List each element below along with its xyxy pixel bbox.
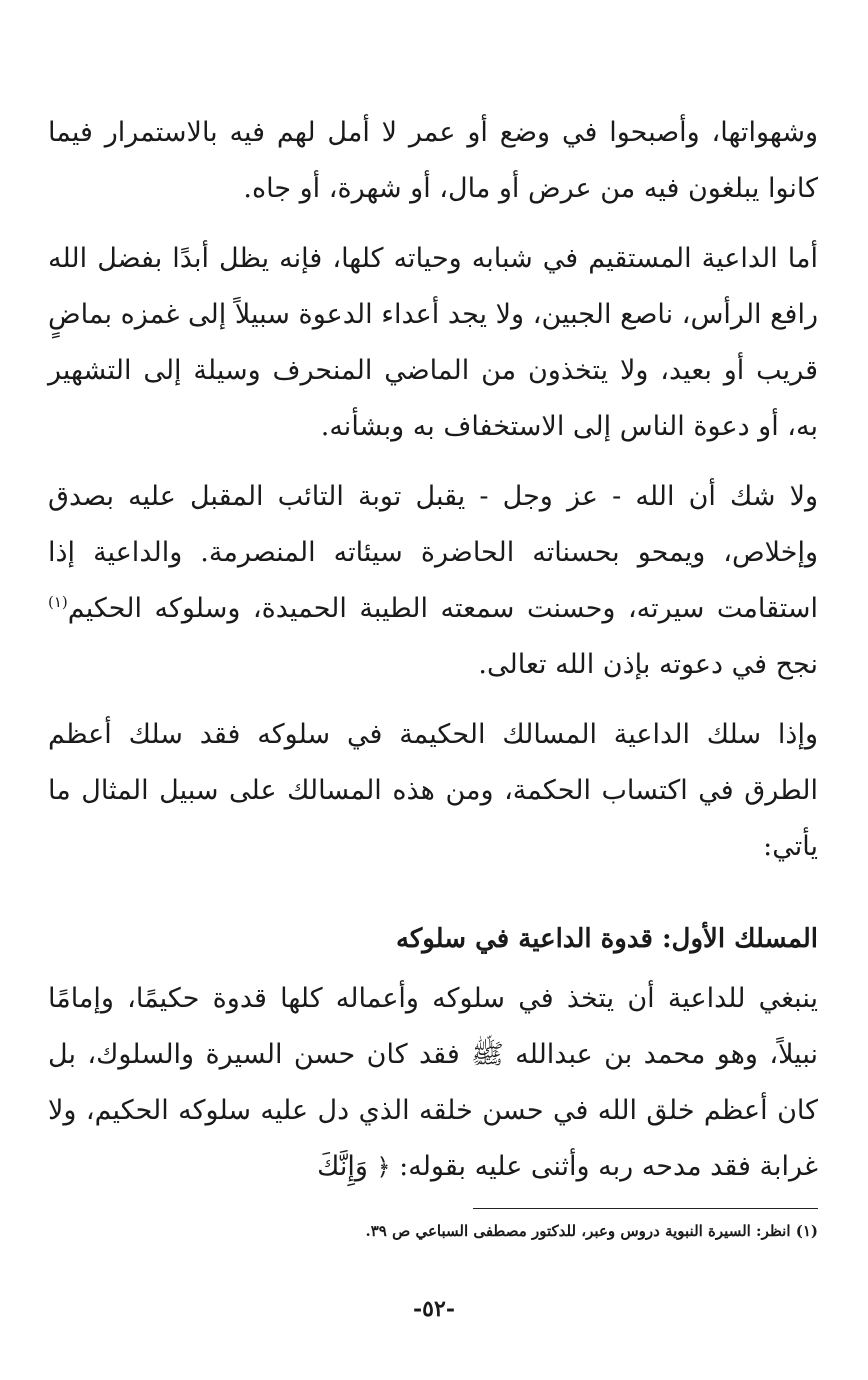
footnote-reference: (١) xyxy=(48,593,68,611)
quran-quote-start: وَإِنَّكَ xyxy=(317,1151,377,1182)
page-number: -٥٢- xyxy=(413,1296,455,1322)
paragraph-5 xyxy=(48,971,818,1195)
paragraph-4: وإذا سلك الداعية المسالك الحكيمة في سلوكه فقد سلك أعظم الطرق في اكتساب الحكمة، ومن هذه المسالك على سبيل المثال ما يأتي: xyxy=(48,719,818,862)
footnote: (١) انظر: السيرة النبوية دروس وعبر، للدكتور مصطفى السباعي ص ٣٩. xyxy=(365,1222,818,1240)
paragraph-3-text-end: نجح في دعوته بإذن الله تعالى. xyxy=(478,649,818,680)
paragraph-3 xyxy=(48,469,818,693)
page-body xyxy=(48,105,818,1209)
paragraph-5-text: ينبغي للداعية أن يتخذ في سلوكه وأعماله كلها قدوة حكيمًا، وإمامًا نبيلاً، وهو محمد بن عبدالله ﷺ فقد كان حسن السيرة والسلوك، بل كان أعظم خلق الله في حسن خلقه الذي دل عليه سلوكه الحكيم، ولا غرابة فقد مدحه ربه وأثنى عليه بقوله: xyxy=(48,983,818,1182)
paragraph-3-text-start: ولا شك أن الله - عز وجل - يقبل توبة التائب المقبل عليه بصدق وإخلاص، ويمحو بحسناته الحاضرة سيئاته المنصرمة. والداعية إذا استقامت سيرته، وحسنت سمعته الطيبة الحميدة، وسلوكه الحكيم xyxy=(48,481,818,624)
footnote-divider xyxy=(473,1208,818,1209)
section-heading: المسلك الأول: قدوة الداعية في سلوكه xyxy=(395,924,818,954)
paragraph-1: وشهواتها، وأصبحوا في وضع أو عمر لا أمل لهم فيه بالاستمرار فيما كانوا يبلغون فيه من عرض أو مال، أو شهرة، أو جاه. xyxy=(48,117,818,204)
quran-bracket-icon: ﴿ xyxy=(376,1153,391,1181)
paragraph-2: أما الداعية المستقيم في شبابه وحياته كلها، فإنه يظل أبدًا بفضل الله رافع الرأس، ناصع الجبين، ولا يجد أعداء الدعوة سبيلاً إلى غمزه بماضٍ قريب أو بعيد، ولا يتخذون من الماضي المنحرف وسيلة إلى التشهير به، أو دعوة الناس إلى الاستخفاف به وبشأنه. xyxy=(48,243,818,442)
